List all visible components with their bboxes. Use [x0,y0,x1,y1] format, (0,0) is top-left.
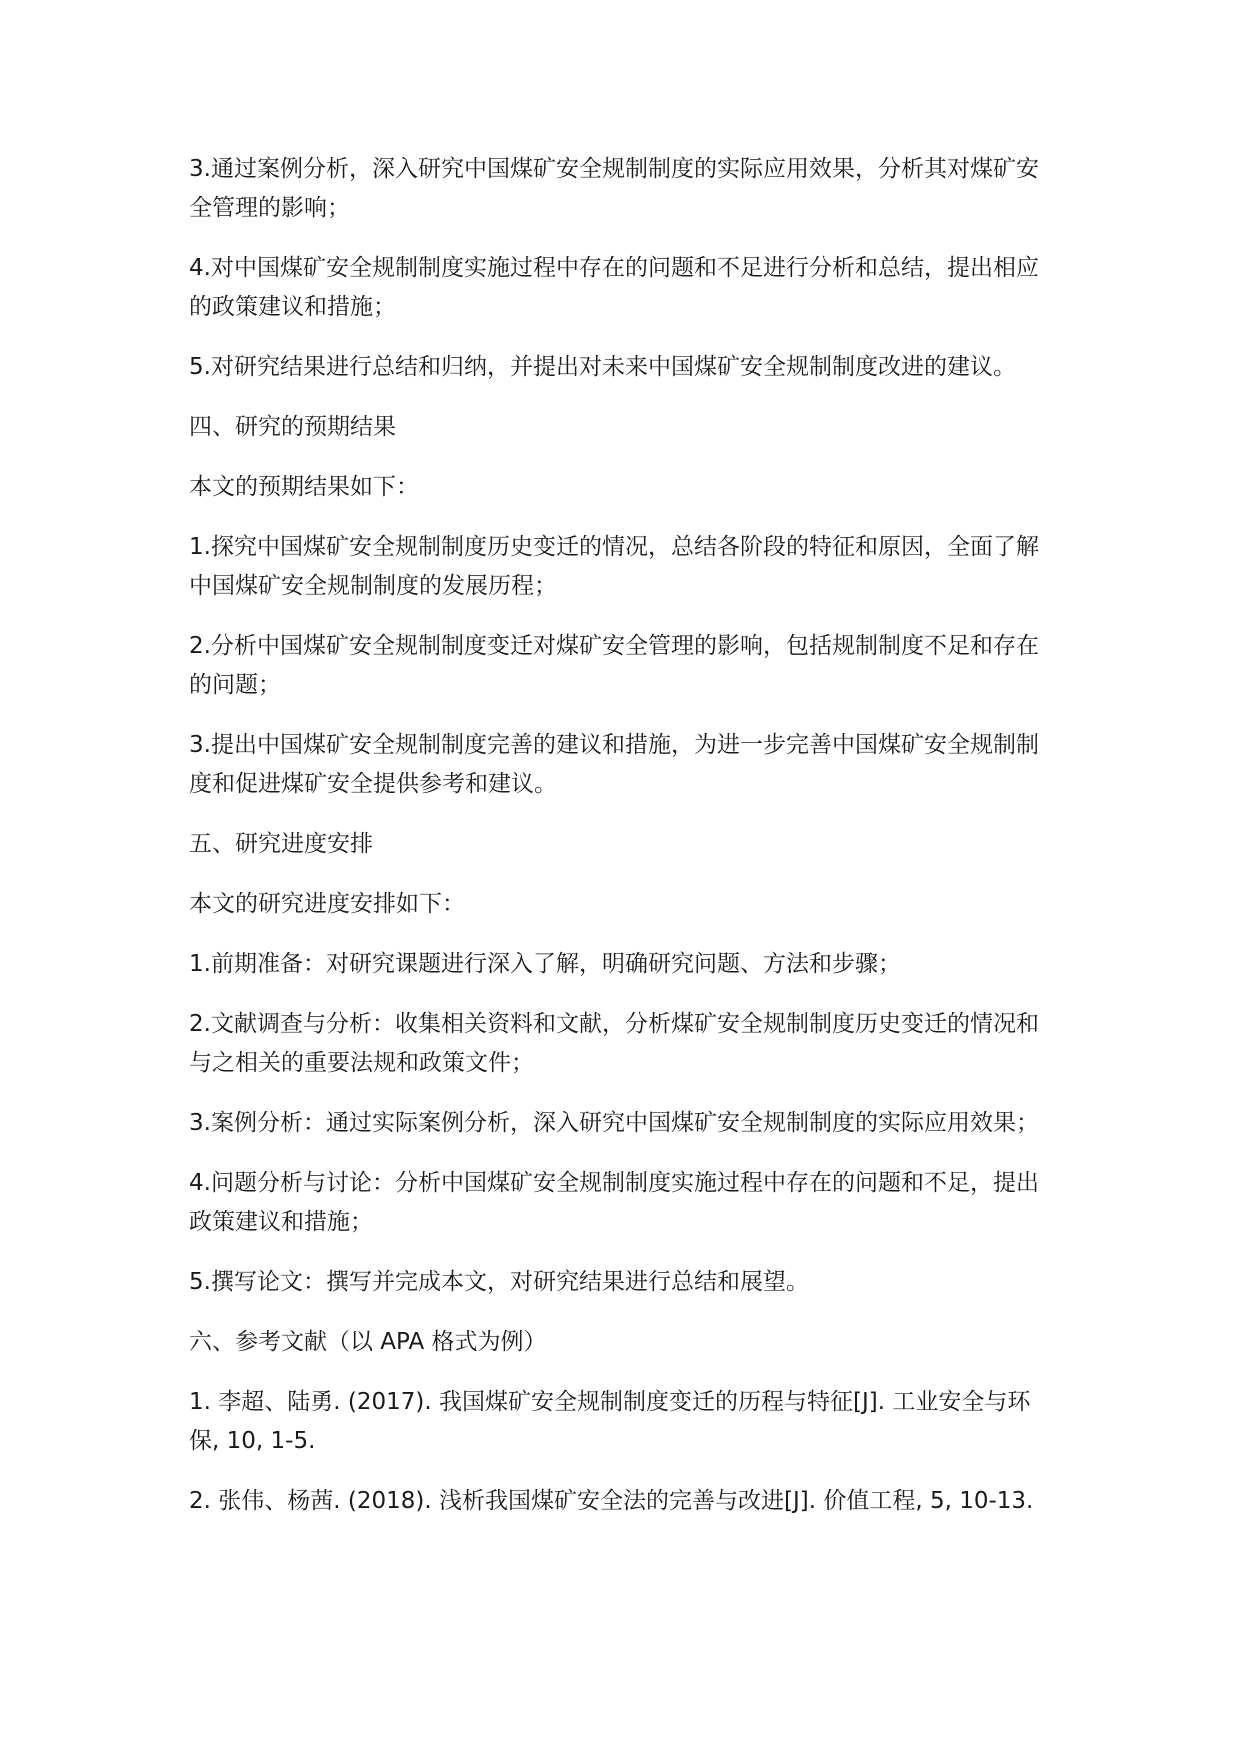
intro-schedule: 本文的研究进度安排如下： [189,891,465,917]
intro-expected-results: 本文的预期结果如下： [189,474,419,500]
section-heading-5: 五、研究进度安排 [189,831,373,857]
list-item-schedule-5: 5.撰写论文：撰写并完成本文，对研究结果进行总结和展望。 [189,1269,809,1295]
list-item-method-5: 5.对研究结果进行总结和归纳，并提出对未来中国煤矿安全规制制度改进的建议。 [189,354,1016,380]
document-body [189,150,1055,1542]
list-item-result-1: 1.探究中国煤矿安全规制制度历史变迁的情况，总结各阶段的特征和原因，全面了解中国煤矿安全规制制度的发展历程； [189,534,1039,599]
reference-item-1: 1. 李超、陆勇. (2017). 我国煤矿安全规制制度变迁的历程与特征[J]. 工业安全与环保, 10, 1-5. [189,1389,1031,1454]
list-item-schedule-3: 3.案例分析：通过实际案例分析，深入研究中国煤矿安全规制制度的实际应用效果； [189,1110,1039,1136]
list-item-schedule-2: 2.文献调查与分析：收集相关资料和文献，分析煤矿安全规制制度历史变迁的情况和与之相关的重要法规和政策文件； [189,1011,1039,1076]
list-item-method-3: 3.通过案例分析，深入研究中国煤矿安全规制制度的实际应用效果，分析其对煤矿安全管理的影响； [189,156,1039,221]
list-item-result-2: 2.分析中国煤矿安全规制制度变迁对煤矿安全管理的影响，包括规制制度不足和存在的问题； [189,633,1039,698]
section-heading-4: 四、研究的预期结果 [189,414,396,440]
list-item-schedule-1: 1.前期准备：对研究课题进行深入了解，明确研究问题、方法和步骤； [189,951,901,977]
reference-item-2: 2. 张伟、杨茜. (2018). 浅析我国煤矿安全法的完善与改进[J]. 价值工程, 5, 10-13. [189,1488,1034,1514]
section-heading-6: 六、参考文献（以 APA 格式为例） [189,1329,547,1355]
list-item-schedule-4: 4.问题分析与讨论：分析中国煤矿安全规制制度实施过程中存在的问题和不足，提出政策建议和措施； [189,1170,1039,1235]
list-item-method-4: 4.对中国煤矿安全规制制度实施过程中存在的问题和不足进行分析和总结，提出相应的政策建议和措施； [189,255,1039,320]
list-item-result-3: 3.提出中国煤矿安全规制制度完善的建议和措施，为进一步完善中国煤矿安全规制制度和促进煤矿安全提供参考和建议。 [189,732,1039,797]
